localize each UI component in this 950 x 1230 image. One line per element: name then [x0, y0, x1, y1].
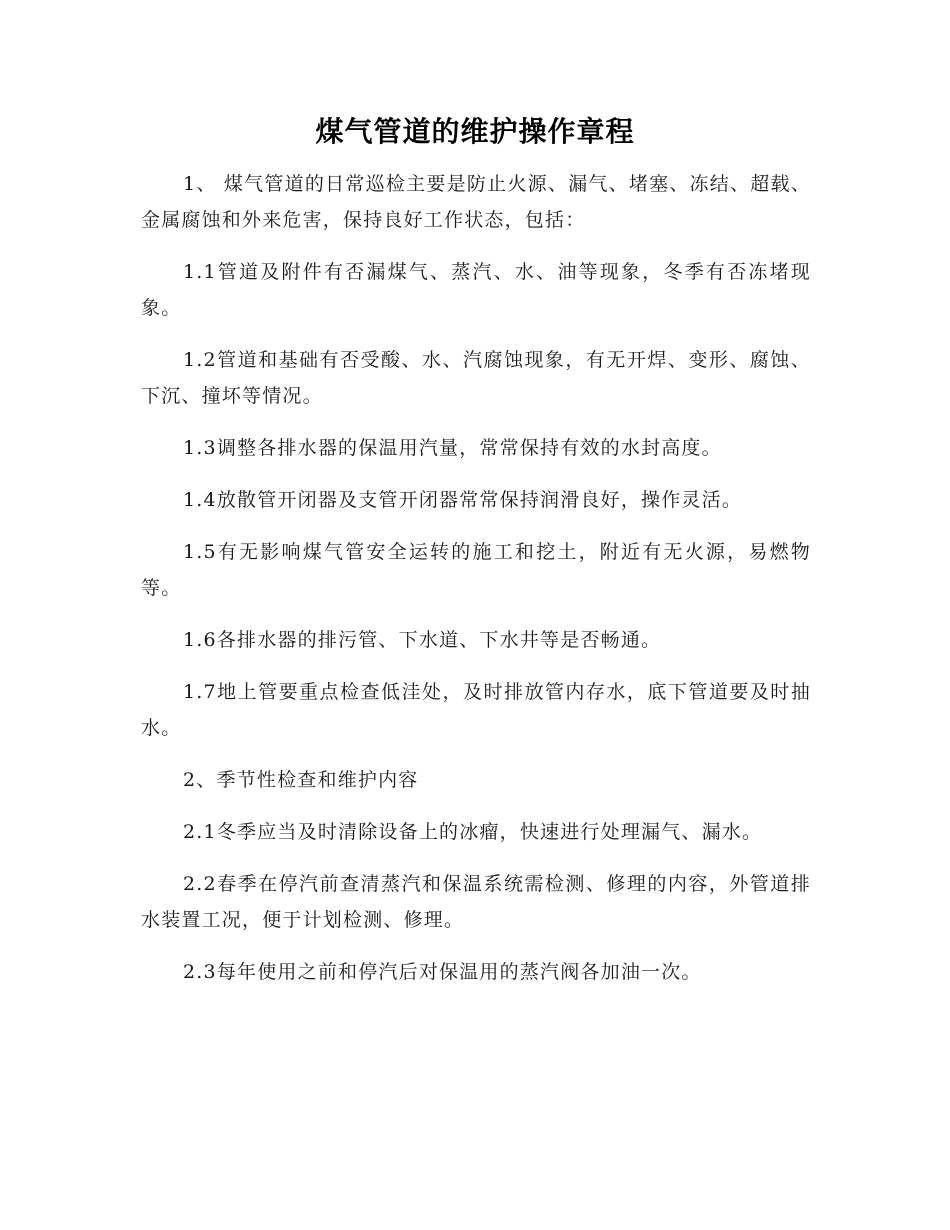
paragraph-1-7: 1.7地上管要重点检查低洼处，及时排放管内存水，底下管道要及时抽水。: [141, 681, 811, 739]
paragraph-1-4: 1.4放散管开闭器及支管开闭器常常保持润滑良好，操作灵活。: [183, 489, 743, 511]
document-body: [141, 166, 811, 1006]
document-title: 煤气管道的维护操作章程: [315, 115, 635, 148]
paragraph-2: 2、季节性检查和维护内容: [183, 769, 419, 791]
paragraph-1-5: 1.5有无影响煤气管安全运转的施工和挖土，附近有无火源，易燃物等。: [141, 541, 811, 599]
paragraph-2-3: 2.3每年使用之前和停汽后对保温用的蒸汽阀各加油一次。: [183, 961, 702, 983]
paragraph-1-6: 1.6各排水器的排污管、下水道、下水井等是否畅通。: [183, 629, 662, 651]
paragraph-1: 1、 煤气管道的日常巡检主要是防止火源、漏气、堵塞、冻结、超载、金属腐蚀和外来危害，保持良好工作状态，包括：: [141, 173, 811, 231]
paragraph-2-1: 2.1冬季应当及时清除设备上的冰瘤，快速进行处理漏气、漏水。: [183, 821, 763, 843]
paragraph-1-3: 1.3调整各排水器的保温用汽量，常常保持有效的水封高度。: [183, 437, 722, 459]
paragraph-2-2: 2.2春季在停汽前查清蒸汽和保温系统需检测、修理的内容，外管道排水装置工况，便于计划检测、修理。: [141, 873, 811, 931]
paragraph-1-1: 1.1管道及附件有否漏煤气、蒸汽、水、油等现象，冬季有否冻堵现象。: [141, 261, 811, 319]
paragraph-1-2: 1.2管道和基础有否受酸、水、汽腐蚀现象，有无开焊、变形、腐蚀、下沉、撞坏等情况。: [141, 349, 811, 407]
